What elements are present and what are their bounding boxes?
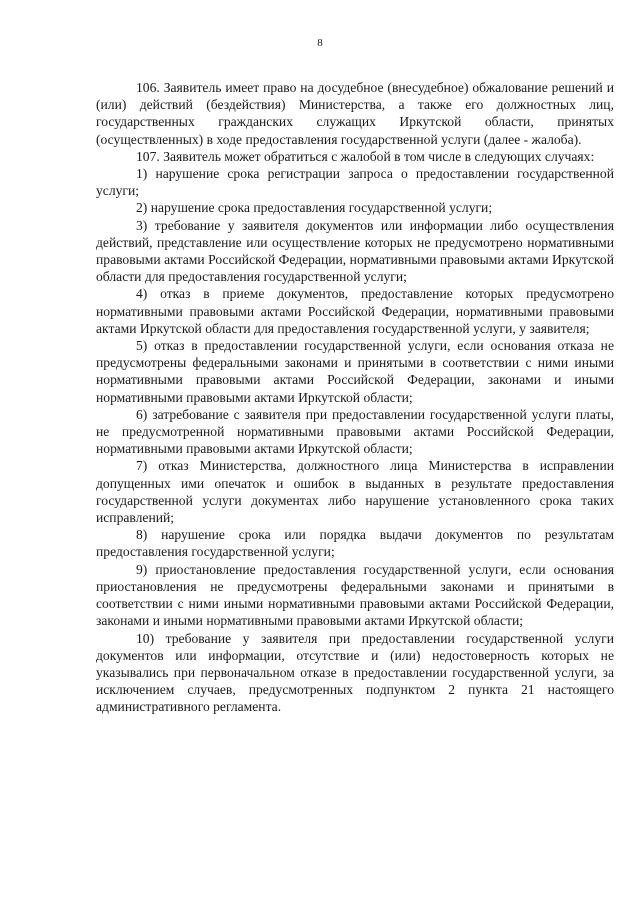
list-item-1: 1) нарушение срока регистрации запроса о предоставлении государственной услуги; [96,166,614,199]
list-item-8: 8) нарушение срока или порядка выдачи документов по результатам предоставления государственной услуги; [96,527,614,560]
list-item-9: 9) приостановление предоставления государственной услуги, если основания приостановления не предусмотрены федеральными законами и принятыми в соответствии с ними иными нормативными правовыми актами Российской Федерации, законами и иными нормативными правовыми актами Иркутской области; [96,561,614,629]
page-number: 8 [317,37,323,49]
list-item-4: 4) отказ в приеме документов, предоставление которых предусмотрено нормативными правовыми актами Российской Федерации, нормативными правовыми актами Иркутской области для предоставления государственной услуги, у заявителя; [96,286,614,336]
list-item-10: 10) требование у заявителя при предоставлении государственной услуги документов или информации, отсутствие и (или) недостоверность которых не указывались при первоначальном отказе в предоставлении государственной услуги, за исключением случаев, предусмотренных подпунктом 2 пункта 21 настоящего административного регламента. [96,630,614,715]
list-item-3: 3) требование у заявителя документов или информации либо осуществления действий, представление или осуществление которых не предусмотрено нормативными правовыми актами Российской Федерации, нормативными правовыми актами Иркутской области для предоставления государственной услуги; [96,217,614,285]
list-item-7: 7) отказ Министерства, должностного лица Министерства в исправлении допущенных ими опечаток и ошибок в выданных в результате предоставления государственной услуги документах либо нарушение установленного срока таких исправлений; [96,458,614,526]
paragraph-107: 107. Заявитель может обратиться с жалобой в том числе в следующих случаях: [136,148,595,164]
list-item-5: 5) отказ в предоставлении государственной услуги, если основания отказа не предусмотрены федеральными законами и принятыми в соответствии с ними иными нормативными правовыми актами Российской Федерации, законами и иными нормативными правовыми актами Иркутской области; [96,338,614,405]
list-item-6: 6) затребование с заявителя при предоставлении государственной услуги платы, не предусмотренной нормативными правовыми актами Российской Федерации, нормативными правовыми актами Иркутской области; [96,406,614,457]
document-body [96,79,614,716]
paragraph-106: 106. Заявитель имеет право на досудебное (внесудебное) обжалование решений и (или) действий (бездействия) Министерства, а также его должностных лиц, государственных гражданских служащих Иркутской области, принятых (осуществленных) в ходе предоставления государственной услуги (далее - жалоба). [96,80,614,147]
list-item-2: 2) нарушение срока предоставления государственной услуги; [136,200,493,216]
